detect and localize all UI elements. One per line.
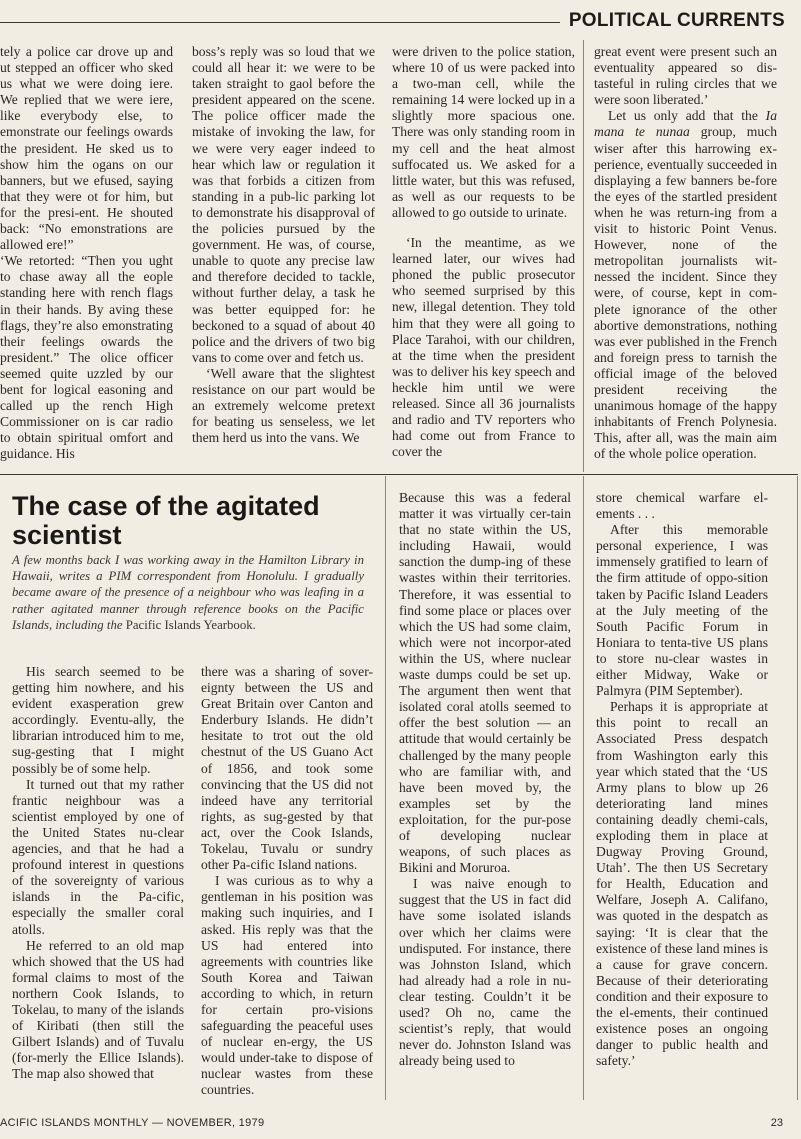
paragraph: He referred to an old map which showed that the US had formal claims to most of the northern Cook Islands, to Tokelau, to many of the islands of Kiribati (then still the Gilbert Islands) and of Tuvalu (for-merly the Ellice Islands). The map also showed that (12, 937, 184, 1082)
top-article-column-3 (392, 44, 575, 460)
paragraph: tely a police car drove up and ut stepped an officer who sked us what we were doing iere. We replied that we were iere, like everybody else, to emonstrate our feelings owards the president. He sked us to show him the ogans on our banners, but we efused, saying that they were ot for him, but for the presi-ent. He shouted back: “No emonstrations are allowed ere!” (0, 44, 173, 253)
paragraph: ‘Well aware that the slightest resistance on our part would be an extremely welcome pretext for beating us senseless, we let them herd us into the vans. We (192, 365, 375, 446)
column-divider (583, 40, 584, 472)
header-rule (0, 22, 560, 23)
paragraph: I was naive enough to suggest that the US in fact did have some isolated islands over which her claims were undisputed. For instance, there was Johnston Island, which had already had a role in nu-clear testing. Couldn’t it be used? Oh no, came the scientist’s reply, that would never do. Johnston Island was already being used to (399, 876, 571, 1069)
boxed-article-column-3 (399, 490, 571, 1069)
intro-text: A few months back I was working away in the Hamilton Library in Hawaii, writes a PIM correspondent from Honolulu. I gradually became aware of the presence of a neighbour who was leafing in a rather agitated manner through reference books on the Pacific Islands, including the (12, 553, 364, 632)
column-divider (385, 476, 386, 1100)
paragraph: ‘In the meantime, as we learned later, our wives had phoned the public prosecutor who seemed surprised by this new, illegal detention. They told him that they were all going to Place Tarahoi, with our children, at the time when the president was to deliver his key speech and heckle him until we were released. Since all 36 journalists and radio and TV reporters who had come out from France to cover the (392, 235, 575, 460)
paragraph: there was a sharing of sover-eignty between the US and Great Britain over Canton and Enderbury Islands. He didn’t hesitate to trot out the old chestnut of the US Guano Act of 1856, and took some convincing that the US did not indeed have any territorial rights, as sug-gested by that act, over the Cook Islands, Tokelau, Tuvalu or sundry other Pa-cific Island nations. (201, 664, 373, 873)
box-right-border (797, 476, 798, 1100)
column-divider (583, 476, 584, 1100)
text-run: Let us only add that the (608, 108, 766, 124)
boxed-article-column-4 (596, 490, 768, 1069)
paragraph: Because this was a federal matter it was virtually cer-tain that no state within the US, including Hawaii, would sanction the dump-ing of these wastes within their territories. Therefore, it was essential to find some place or places over which the US had some claim, which were not incorpor-ated within the US, where nuclear waste dumps could be set up. The argument then went that isolated coral atolls seemed to offer the best solution — an attitude that would certainly be challenged by the many people who are familiar with, and have been moved by, the examples set by the exploitation, for the pur-pose of developing nuclear weapons, of such places as Bikini and Moruroa. (399, 490, 571, 876)
text-run: group, much wiser after this harrowing ex-perience, eventually succeeded in displaying a few banners be-fore the eyes of the startled president when he was return-ing from a visit to historic Point Venus. However, none of the metropolitan journalists wit-nessed the incident. Since they were, of course, kept in com-plete ignorance of the other abortive demonstrations, nothing was ever published in the French and foreign press to tarnish the official image of the beloved president receiving the unanimous homage of the happy inhabitants of French Polynesia. This, after all, was the main aim of the whole police operation. (594, 124, 777, 462)
boxed-article-column-1 (12, 664, 184, 1082)
top-article-column-4 (594, 44, 777, 462)
paragraph: store chemical warfare el-ements . . . (596, 490, 768, 522)
paragraph: It turned out that my rather frantic neighbour was a scientist employed by one of the United States nu-clear agencies, and that he had a profound interest in questions of the sovereignty of various islands in the Pa-cific, especially the smaller coral atolls. (12, 776, 184, 937)
page-number: 23 (770, 1117, 783, 1129)
boxed-article-column-2 (201, 664, 373, 1099)
paragraph: I was curious as to why a gentleman in his position was making such inquiries, and I asked. His reply was that the US had entered into agreements with countries like South Korea and Taiwan according to which, in return for certain pro-visions safeguarding the peaceful uses of nuclear en-ergy, the US would under-take to dispose of nuclear wastes from these countries. (201, 873, 373, 1098)
top-article-column-2 (192, 44, 375, 446)
section-title: POLITICAL CURRENTS (568, 10, 785, 31)
publication-footer: ACIFIC ISLANDS MONTHLY — NOVEMBER, 1979 (0, 1117, 265, 1129)
article-intro (12, 552, 364, 633)
top-article-column-1 (0, 44, 173, 462)
paragraph (594, 108, 777, 462)
group-name: Ia mana te nunaa (594, 108, 777, 140)
paragraph: After this memorable personal experience, I was immensely gratified to learn of the firm attitude of oppo-sition taken by Pacific Island Leaders at the July meeting of the South Pacific Forum in Honiara to tenta-tive US plans to store nu-clear wastes in either Midway, Wake or Palmyra (PIM September). (596, 522, 768, 699)
paragraph: were driven to the police station, where 10 of us were packed into a two-man cell, while the remaining 14 were locked up in a slightly more spacious one. There was only standing room in my cell and the heat almost suffocated us. We asked for a little water, but this was refused, as well as our requests to be allowed to go outside to urinate. (392, 44, 575, 220)
paragraph: boss’s reply was so loud that we could all hear it: we were to be taken straight to gaol before the president appeared on the scene. The police officer made the mistake of invoking the law, for we were very eager indeed to hear which law or regulation it was that forbids a citizen from standing in a pub-lic parking lot to demonstrate his disapproval of the policies pursued by the government. He was, of course, unable to quote any precise law and therefore decided to tackle, without further delay, a task he was better equipped for: he beckoned to a squad of about 40 police and the drivers of two big vans to come over and fetch us. (192, 44, 375, 365)
paragraph: ‘We retorted: “Then you ught to chase away all the eople standing here with rench flags in their hands. By aving these flags, they’re also emonstrating their feelings owards the president.” The olice officer seemed quite uzzled by our bent for logical easoning and called up the rench High Commissioner on is car radio to obtain spiritual omfort and guidance. His (0, 253, 173, 462)
yearbook-title: Pacific Islands Yearbook. (122, 617, 256, 632)
article-headline: The case of the agitated scientist (12, 491, 320, 550)
paragraph: Perhaps it is appropriate at this point to recall an Associated Press despatch from Washington early this year which stated that the ‘US Army plans to blow up 26 deteriorating land mines containing deadly chemi-cals, exploding them in place at Dugway Proving Ground, Utah’. The then US Secretary for Health, Education and Welfare, Joseph A. Califano, was quoted in the despatch as saying: ‘It is clear that the existence of these land mines is a cause for grave concern. Because of their deteriorating condition and their exposure to the el-ements, their continued existence poses an ongoing danger to public health and safety.’ (596, 699, 768, 1069)
paragraph: His search seemed to be getting him nowhere, and his evident exasperation grew accordingly. Eventu-ally, the librarian introduced him to me, sug-gesting that I might possibly be of some help. (12, 664, 184, 776)
paragraph: great event were present such an eventuality appeared so dis-tasteful in ruling circles that we were soon liberated.’ (594, 44, 777, 108)
